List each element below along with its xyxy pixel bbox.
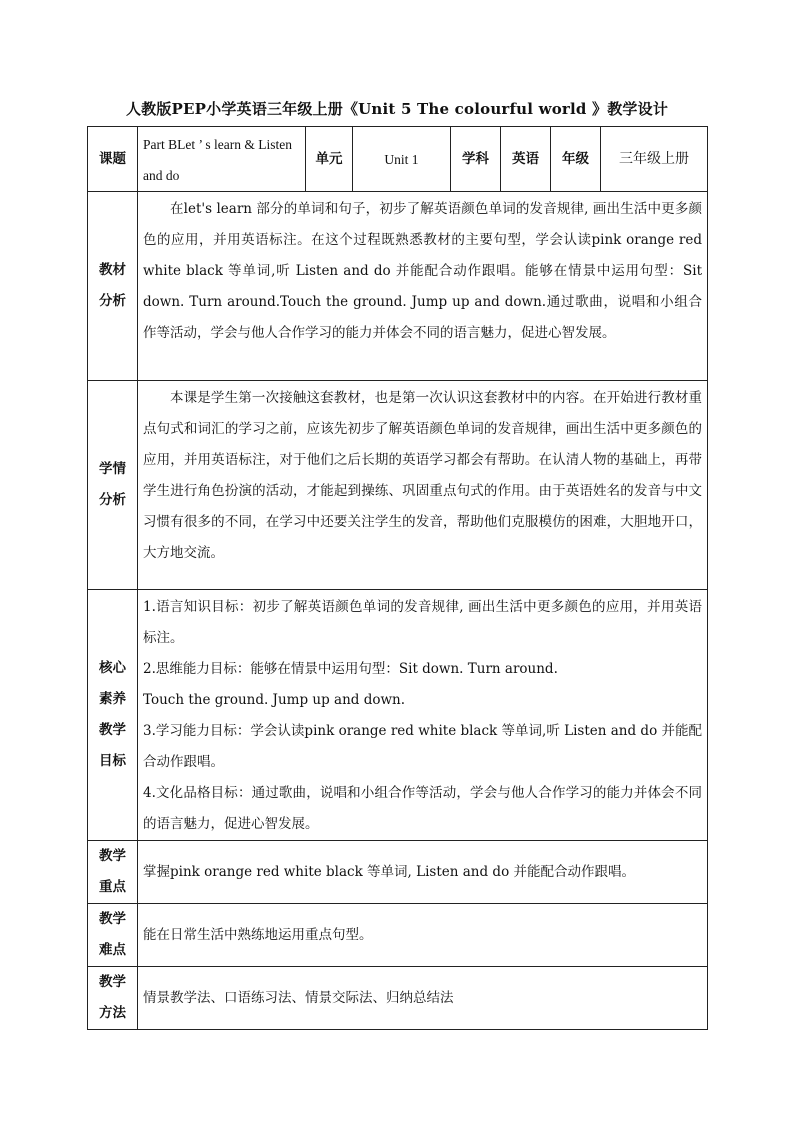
- document-title: 人教版PEP小学英语三年级上册《Unit 5 The colourful world 》教学设计: [125, 100, 669, 118]
- goal-culture: 4.文化品格目标：通过歌曲，说唱和小组合作等活动，学会与他人合作学习的能力并体会不同的语言魅力，促进心智发展。: [143, 785, 702, 832]
- methods-content: 情景教学法、口语练习法、情景交际法、归纳总结法: [138, 967, 708, 1030]
- difficulties-content: 能在日常生活中熟练地运用重点句型。: [138, 904, 708, 967]
- student-analysis-content: [138, 381, 708, 590]
- textbook-analysis-content: [138, 192, 708, 381]
- student-analysis-label: 学情 分析: [88, 381, 138, 590]
- core-goals-row: [88, 590, 708, 841]
- core-goals-label: 核心 素养 教学 目标: [88, 590, 138, 841]
- subject-label: 学科: [451, 127, 501, 192]
- student-analysis-row: [88, 381, 708, 590]
- textbook-analysis-row: [88, 192, 708, 381]
- grade-value: 三年级上册: [601, 127, 708, 192]
- textbook-analysis-text: 在let's learn 部分的单词和句子，初步了解英语颜色单词的发音规律, 画出生活中更多颜色的应用，并用英语标注。在这个过程既熟悉教材的主要句型，学会认读pink orange red white black 等单词,听 Listen and do 并能配合动作跟唱。能够在情景中运用句型：Sit down. Turn around.Touch the ground. Jump up and down.通过歌曲，说唱和小组合作等活动，学会与他人合作学习的能力并体会不同的语言魅力，促进心智发展。: [143, 201, 702, 341]
- unit-label: 单元: [306, 127, 353, 192]
- difficulties-label: 教学 难点: [88, 904, 138, 967]
- subject-value: 英语: [501, 127, 551, 192]
- textbook-analysis-label: 教材 分析: [88, 192, 138, 381]
- methods-row: [88, 967, 708, 1030]
- grade-label: 年级: [551, 127, 601, 192]
- difficulties-row: [88, 904, 708, 967]
- goal-language: 1.语言知识目标：初步了解英语颜色单词的发音规律, 画出生活中更多颜色的应用，并用英语标注。: [143, 599, 702, 646]
- goal-learning: 3.学习能力目标：学会认读pink orange red white black 等单词,听 Listen and do 并能配合动作跟唱。: [143, 723, 702, 770]
- topic-value: Part BLet ’ s learn & Listen and do: [138, 127, 306, 192]
- lesson-plan-table: [87, 126, 708, 1030]
- core-goals-content: [138, 590, 708, 841]
- key-points-content: 掌握pink orange red white black 等单词, Listen and do 并能配合动作跟唱。: [138, 841, 708, 904]
- key-points-label: 教学 重点: [88, 841, 138, 904]
- goal-thinking: 2.思维能力目标：能够在情景中运用句型：Sit down. Turn around.: [143, 661, 558, 677]
- header-row: [88, 127, 708, 192]
- topic-label: 课题: [88, 127, 138, 192]
- goal-thinking-cont: Touch the ground. Jump up and down.: [143, 692, 406, 708]
- student-analysis-text: 本课是学生第一次接触这套教材，也是第一次认识这套教材中的内容。在开始进行教材重点句式和词汇的学习之前，应该先初步了解英语颜色单词的发音规律，画出生活中更多颜色的应用，并用英语标注，对于他们之后长期的英语学习都会有帮助。在认清人物的基础上，再带学生进行角色扮演的活动，才能起到操练、巩固重点句式的作用。由于英语姓名的发音与中文习惯有很多的不同，在学习中还要关注学生的发音，帮助他们克服模仿的困难，大胆地开口，大方地交流。: [143, 390, 702, 561]
- unit-value: Unit 1: [353, 127, 451, 192]
- methods-label: 教学 方法: [88, 967, 138, 1030]
- key-points-row: [88, 841, 708, 904]
